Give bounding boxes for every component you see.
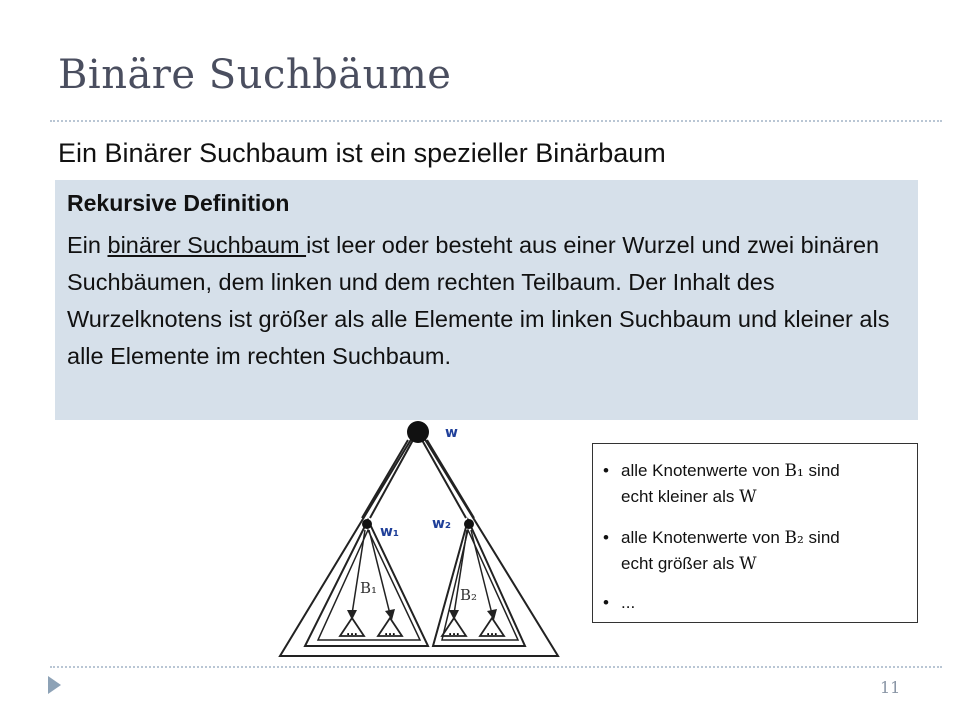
note-item xyxy=(603,458,909,510)
bullet-icon: • xyxy=(603,461,609,480)
leaf-label: ... xyxy=(346,627,358,638)
definition-text-start: Ein xyxy=(67,232,108,258)
note-text: alle Knotenwerte von xyxy=(621,461,785,480)
leaf-label: ... xyxy=(448,627,460,638)
right-subtree-outer xyxy=(433,520,525,646)
note-text: echt kleiner als xyxy=(621,487,740,506)
title-divider xyxy=(50,120,942,122)
note-text: sind xyxy=(803,528,840,547)
right-subtree-label: B₂ xyxy=(460,586,478,604)
bullet-icon: • xyxy=(603,593,609,612)
leaf-label: ... xyxy=(486,627,498,638)
slide-arrow-icon xyxy=(48,676,61,694)
slide-title: Binäre Suchbäume xyxy=(58,52,452,98)
bullet-icon: • xyxy=(603,528,609,547)
root-label: w xyxy=(445,425,458,441)
binary-search-tree-diagram xyxy=(270,418,570,662)
note-item xyxy=(603,590,909,615)
note-text: echt größer als xyxy=(621,554,740,573)
root-node xyxy=(407,421,429,443)
definition-term: binärer Suchbaum xyxy=(107,232,307,258)
right-child-label: w₂ xyxy=(432,516,452,532)
footer-divider xyxy=(50,666,942,668)
note-variable: B₁ xyxy=(784,461,804,481)
definition-text-rest: ist leer oder besteht aus einer Wurzel und zwei binären Suchbäumen, dem linken und dem rechten Teilbaum. Der Inhalt des Wurzelknotens ist größer als alle Elemente im linken Suchbaum und kleiner als alle Elemente im rechten Suchbaum. xyxy=(67,232,890,369)
slide-subtitle: Ein Binärer Suchbaum ist ein spezieller Binärbaum xyxy=(58,138,666,168)
definition-text xyxy=(67,227,907,375)
note-variable: W xyxy=(739,554,757,574)
left-child-node xyxy=(362,519,372,529)
note-item xyxy=(603,525,909,577)
tree-outline xyxy=(280,428,558,656)
note-text: ... xyxy=(621,593,636,612)
page-number: 11 xyxy=(880,678,901,697)
definition-box xyxy=(55,180,918,420)
note-text: alle Knotenwerte von xyxy=(621,528,785,547)
note-variable: W xyxy=(739,487,757,507)
left-child-label: w₁ xyxy=(380,524,400,540)
left-subtree-label: B₁ xyxy=(360,579,378,597)
definition-heading: Rekursive Definition xyxy=(67,190,290,216)
notes-box xyxy=(592,443,918,623)
note-text: sind xyxy=(803,461,840,480)
note-variable: B₂ xyxy=(784,528,804,548)
right-child-node xyxy=(464,519,474,529)
leaf-label: ... xyxy=(384,627,396,638)
